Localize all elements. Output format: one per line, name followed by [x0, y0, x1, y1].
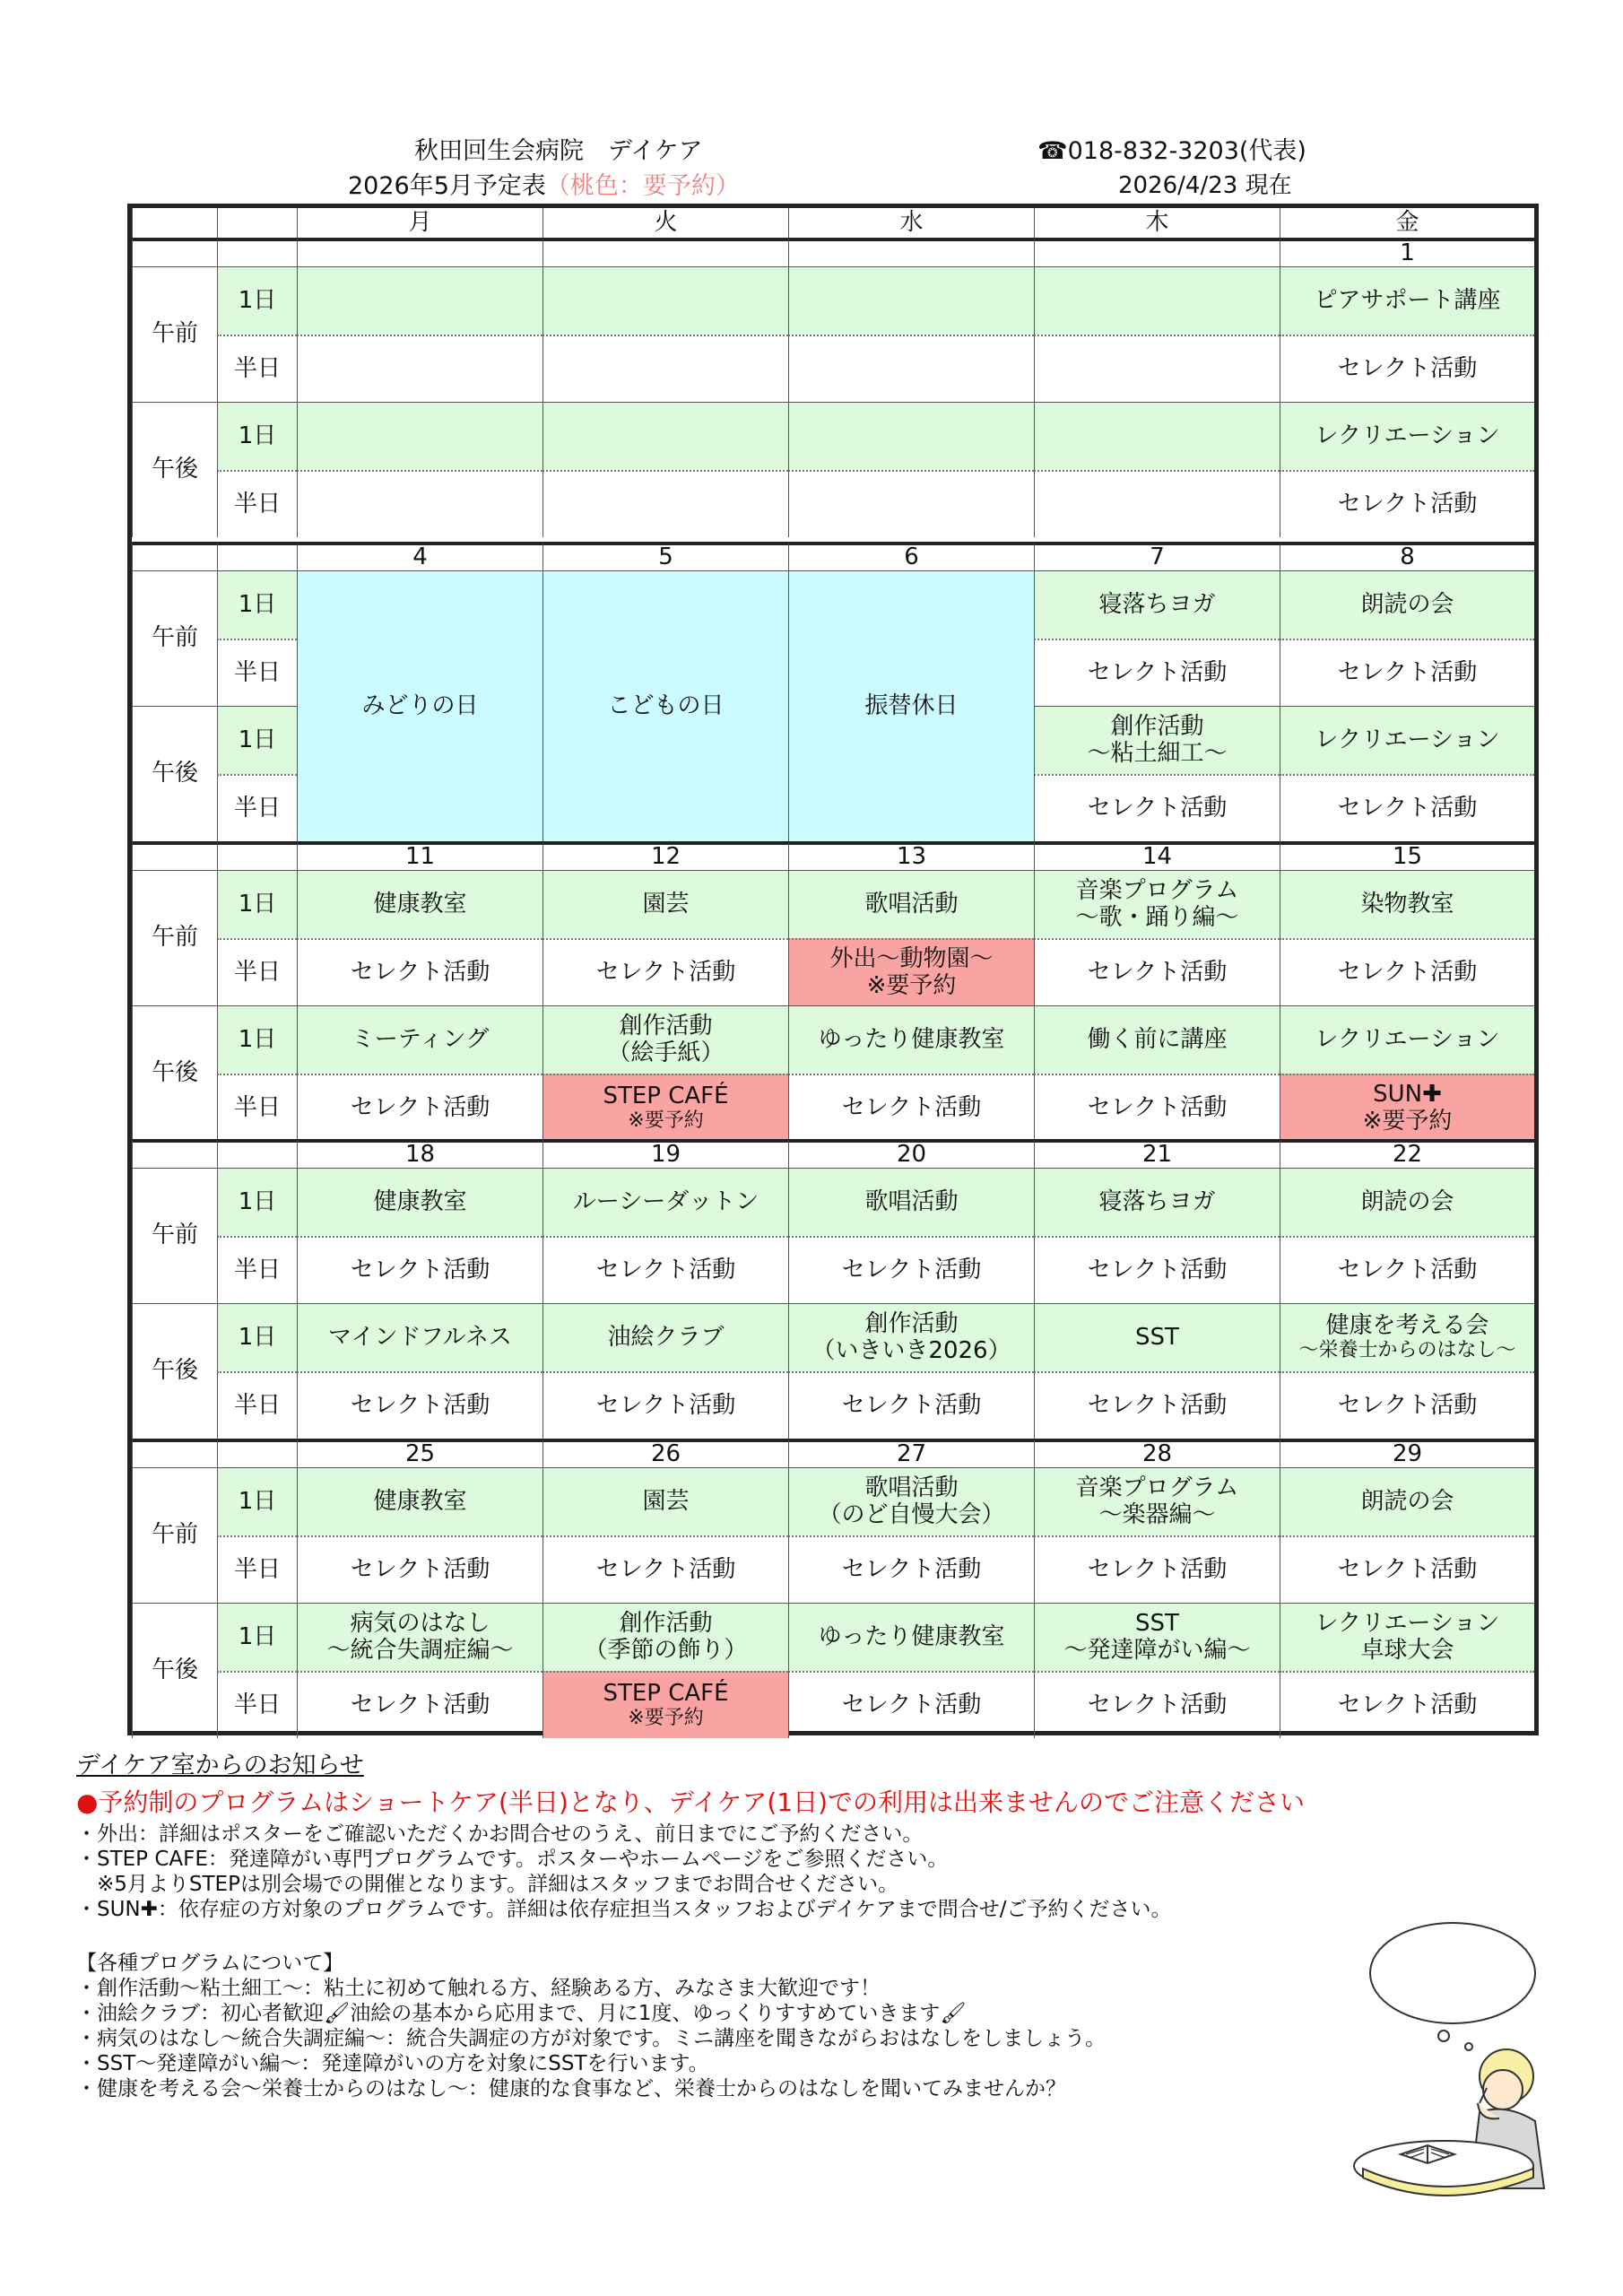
activity-cell: セレクト活動	[788, 1236, 1034, 1303]
activity-detail: （いきいき2026）	[812, 1336, 1011, 1364]
am-label: 午前	[132, 570, 217, 706]
weekday-header: 月	[297, 208, 542, 238]
activity-cell	[1280, 1603, 1534, 1671]
activity-cell: マインドフルネス	[297, 1303, 542, 1371]
empty-cell	[297, 402, 542, 470]
activity-cell: セレクト活動	[1034, 1074, 1280, 1141]
activity-cell: セレクト活動	[1280, 1371, 1534, 1439]
activity-cell: セレクト活動	[1034, 774, 1280, 841]
activity-cell: セレクト活動	[1034, 1371, 1280, 1439]
holiday-cell: みどりの日	[297, 570, 542, 841]
program-line: ・健康を考える会～栄養士からのはなし～：健康的な食事など、栄養士からのはなしを聞いてみませんか？	[76, 2077, 1066, 2100]
activity-detail: ～発達障がい編～	[1063, 1636, 1251, 1664]
schedule-grid	[132, 208, 1534, 1731]
half-day-label: 半日	[217, 1074, 297, 1141]
activity-cell: ゆったり健康教室	[788, 1603, 1034, 1671]
activity-detail: 卓球大会	[1360, 1636, 1454, 1664]
half-day-label: 半日	[217, 1535, 297, 1603]
empty-cell	[542, 470, 788, 537]
half-day-label: 半日	[217, 1236, 297, 1303]
activity-cell: セレクト活動	[1280, 1671, 1534, 1738]
notice-line: ・SUN✚：依存症の方対象のプログラムです。詳細は依存症担当スタッフおよびデイケアまで問合せ/ご予約ください。	[76, 1898, 1172, 1921]
date-cell	[297, 238, 542, 266]
activity-cell: セレクト活動	[788, 1074, 1034, 1141]
full-day-label: 1日	[217, 1467, 297, 1535]
activity-cell: セレクト活動	[297, 1371, 542, 1439]
activity-cell	[542, 1005, 788, 1074]
activity-detail: ※要予約	[628, 1706, 704, 1729]
reservation-legend: （桃色：要予約）	[545, 172, 740, 200]
activity-cell: 健康教室	[297, 870, 542, 938]
activity-cell: セレクト活動	[1034, 1535, 1280, 1603]
date-cell: 19	[542, 1139, 788, 1168]
activity-cell: セレクト活動	[1034, 938, 1280, 1005]
date-row-corner	[217, 1139, 297, 1168]
programs-title: 【各種プログラムについて】	[76, 1952, 344, 1975]
full-day-label: 1日	[217, 706, 297, 774]
activity-cell: セレクト活動	[1034, 639, 1280, 706]
activity-cell	[1034, 1603, 1280, 1671]
program-line: ・創作活動～粘土細工～：粘土に初めて触れる方、経験ある方、みなさま大歓迎です！	[76, 1977, 881, 2000]
pm-label: 午後	[132, 1005, 217, 1141]
activity-cell	[1034, 1467, 1280, 1535]
activity-cell: セレクト活動	[1280, 335, 1534, 402]
notice-line: ※5月よりSTEPは別会場での開催となります。詳細はスタッフまでお問合せください。	[76, 1873, 899, 1896]
activity-cell: 染物教室	[1280, 870, 1534, 938]
date-cell	[788, 238, 1034, 266]
activity-cell: セレクト活動	[542, 938, 788, 1005]
activity-cell: 朗読の会	[1280, 570, 1534, 639]
activity-detail: ～栄養士からのはなし～	[1298, 1338, 1516, 1361]
activity-name: SST	[1135, 1610, 1179, 1638]
activity-cell: セレクト活動	[1280, 1236, 1534, 1303]
activity-name: レクリエーション	[1315, 1610, 1500, 1638]
activity-name: STEP CAFÉ	[603, 1680, 729, 1708]
activity-cell	[788, 1467, 1034, 1535]
activity-cell	[788, 1303, 1034, 1371]
am-label: 午前	[132, 266, 217, 402]
empty-cell	[788, 470, 1034, 537]
activity-cell	[1280, 1303, 1534, 1371]
activity-detail: （絵手紙）	[607, 1039, 725, 1066]
activity-detail: ～統合失調症編～	[326, 1636, 514, 1664]
activity-detail: （のど自慢大会）	[818, 1500, 1005, 1528]
activity-cell	[542, 1074, 788, 1141]
activity-detail: （季節の飾り）	[584, 1636, 748, 1664]
date-cell: 4	[297, 542, 542, 570]
date-row-corner	[217, 238, 297, 266]
program-line: ・病気のはなし～統合失調症編～：統合失調症の方が対象です。ミニ講座を聞きながらおはなしをしましょう。	[76, 2027, 1107, 2050]
date-cell: 15	[1280, 841, 1534, 870]
date-cell: 28	[1034, 1439, 1280, 1467]
activity-detail: ※要予約	[1362, 1107, 1453, 1135]
half-day-label: 半日	[217, 774, 297, 841]
activity-detail: ～楽器編～	[1098, 1500, 1216, 1528]
reservation-alert: ●予約制のプログラムはショートケア(半日)となり、デイケア(1日)での利用は出来ませんのでご注意ください	[76, 1787, 1306, 1817]
activity-name: 創作活動	[619, 1013, 713, 1040]
date-cell: 8	[1280, 542, 1534, 570]
activity-name: 外出～動物園～	[829, 945, 994, 973]
schedule-subtitle	[348, 174, 740, 198]
activity-detail: ～粘土細工～	[1087, 739, 1228, 767]
half-day-label: 半日	[217, 938, 297, 1005]
activity-cell: SST	[1034, 1303, 1280, 1371]
activity-cell: 健康教室	[297, 1168, 542, 1236]
empty-cell	[542, 402, 788, 470]
pm-label: 午後	[132, 706, 217, 841]
date-cell: 7	[1034, 542, 1280, 570]
activity-cell: セレクト活動	[297, 938, 542, 1005]
am-label: 午前	[132, 1467, 217, 1603]
activity-cell: 働く前に講座	[1034, 1005, 1280, 1074]
activity-name: 創作活動	[864, 1310, 959, 1338]
activity-name: 創作活動	[619, 1610, 713, 1638]
full-day-label: 1日	[217, 870, 297, 938]
activity-name: 歌唱活動	[864, 1474, 959, 1502]
notice-line: ・STEP CAFE：発達障がい専門プログラムです。ポスターやホームページをご参照ください。	[76, 1848, 949, 1871]
date-cell: 1	[1280, 238, 1534, 266]
activity-cell: ルーシーダットン	[542, 1168, 788, 1236]
full-day-label: 1日	[217, 1303, 297, 1371]
empty-cell	[297, 266, 542, 335]
date-row-corner	[217, 542, 297, 570]
half-day-label: 半日	[217, 335, 297, 402]
activity-cell: セレクト活動	[1280, 1535, 1534, 1603]
am-label: 午前	[132, 1168, 217, 1303]
activity-name: 健康を考える会	[1325, 1312, 1489, 1340]
activity-cell	[542, 1603, 788, 1671]
activity-name: 創作活動	[1110, 713, 1204, 741]
activity-cell: レクリエーション	[1280, 706, 1534, 774]
pm-label: 午後	[132, 1603, 217, 1738]
activity-cell: セレクト活動	[1280, 470, 1534, 537]
full-day-label: 1日	[217, 402, 297, 470]
date-cell: 22	[1280, 1139, 1534, 1168]
activity-cell	[1280, 1074, 1534, 1141]
empty-cell	[1034, 402, 1280, 470]
weekday-header: 火	[542, 208, 788, 238]
reading-person-illustration	[1345, 1919, 1551, 2197]
date-row-corner	[132, 542, 217, 570]
activity-detail: ※要予約	[866, 971, 957, 999]
activity-cell	[297, 1603, 542, 1671]
as-of-date: 2026/4/23 現在	[1118, 172, 1292, 199]
empty-cell	[1034, 470, 1280, 537]
date-cell: 27	[788, 1439, 1034, 1467]
full-day-label: 1日	[217, 1168, 297, 1236]
phone-number: ☎018-832-3203(代表)	[1037, 137, 1306, 165]
notice-title: デイケア室からのお知らせ	[76, 1752, 364, 1779]
activity-cell: セレクト活動	[297, 1074, 542, 1141]
header-corner	[217, 208, 297, 238]
activity-name: STEP CAFÉ	[603, 1083, 729, 1110]
activity-cell: ピアサポート講座	[1280, 266, 1534, 335]
date-row-corner	[217, 841, 297, 870]
empty-cell	[542, 266, 788, 335]
date-cell	[1034, 238, 1280, 266]
am-label: 午前	[132, 870, 217, 1005]
date-cell: 6	[788, 542, 1034, 570]
program-line: ・油絵クラブ：初心者歓迎🖌油絵の基本から応用まで、月に1度、ゆっくりすすめていきます🖌	[76, 2002, 967, 2025]
activity-cell: セレクト活動	[1280, 938, 1534, 1005]
half-day-label: 半日	[217, 639, 297, 706]
activity-cell: セレクト活動	[542, 1535, 788, 1603]
weekday-header: 水	[788, 208, 1034, 238]
date-row-corner	[132, 841, 217, 870]
pm-label: 午後	[132, 1303, 217, 1439]
activity-cell	[542, 1671, 788, 1738]
page-title: 秋田回生会病院 デイケア	[414, 137, 703, 165]
activity-cell: 朗読の会	[1280, 1168, 1534, 1236]
empty-cell	[297, 470, 542, 537]
activity-cell: セレクト活動	[1034, 1236, 1280, 1303]
activity-cell: 園芸	[542, 870, 788, 938]
activity-name: 音楽プログラム	[1075, 877, 1239, 905]
program-line: ・SST～発達障がい編～：発達障がいの方を対象にSSTを行います。	[76, 2052, 709, 2075]
full-day-label: 1日	[217, 1005, 297, 1074]
date-cell: 25	[297, 1439, 542, 1467]
date-cell: 11	[297, 841, 542, 870]
date-row-corner	[132, 1439, 217, 1467]
activity-cell: 油絵クラブ	[542, 1303, 788, 1371]
date-cell: 14	[1034, 841, 1280, 870]
activity-name: 音楽プログラム	[1075, 1474, 1239, 1502]
schedule-table	[127, 204, 1539, 1735]
weekday-header: 木	[1034, 208, 1280, 238]
date-cell: 18	[297, 1139, 542, 1168]
date-cell: 21	[1034, 1139, 1280, 1168]
activity-cell: セレクト活動	[788, 1671, 1034, 1738]
date-cell: 13	[788, 841, 1034, 870]
activity-cell	[788, 938, 1034, 1005]
activity-cell: セレクト活動	[297, 1671, 542, 1738]
notice-line: ・外出：詳細はポスターをご確認いただくかお問合せのうえ、前日までにご予約ください。	[76, 1822, 924, 1846]
activity-detail: ～歌・踊り編～	[1075, 903, 1239, 931]
activity-cell: レクリエーション	[1280, 1005, 1534, 1074]
half-day-label: 半日	[217, 1371, 297, 1439]
activity-name: SUN✚	[1373, 1081, 1442, 1109]
activity-detail: ※要予約	[628, 1109, 704, 1132]
activity-cell: セレクト活動	[542, 1236, 788, 1303]
activity-cell: 朗読の会	[1280, 1467, 1534, 1535]
full-day-label: 1日	[217, 1603, 297, 1671]
date-cell: 20	[788, 1139, 1034, 1168]
empty-cell	[788, 402, 1034, 470]
activity-cell: セレクト活動	[542, 1371, 788, 1439]
half-day-label: 半日	[217, 470, 297, 537]
activity-cell: セレクト活動	[1034, 1671, 1280, 1738]
activity-cell	[1034, 870, 1280, 938]
activity-cell: ミーティング	[297, 1005, 542, 1074]
empty-cell	[788, 335, 1034, 402]
activity-cell: 歌唱活動	[788, 870, 1034, 938]
holiday-cell: 振替休日	[788, 570, 1034, 841]
activity-cell	[1034, 706, 1280, 774]
activity-cell: 寝落ちヨガ	[1034, 1168, 1280, 1236]
date-cell: 29	[1280, 1439, 1534, 1467]
full-day-label: 1日	[217, 570, 297, 639]
holiday-cell: こどもの日	[542, 570, 788, 841]
activity-cell: セレクト活動	[297, 1535, 542, 1603]
date-cell	[542, 238, 788, 266]
date-row-corner	[132, 238, 217, 266]
activity-cell: 寝落ちヨガ	[1034, 570, 1280, 639]
activity-name: 病気のはなし	[350, 1610, 490, 1638]
date-row-corner	[132, 1139, 217, 1168]
activity-cell: 歌唱活動	[788, 1168, 1034, 1236]
half-day-label: 半日	[217, 1671, 297, 1738]
activity-cell: ゆったり健康教室	[788, 1005, 1034, 1074]
date-cell: 26	[542, 1439, 788, 1467]
activity-cell: 園芸	[542, 1467, 788, 1535]
activity-cell: 健康教室	[297, 1467, 542, 1535]
date-row-corner	[217, 1439, 297, 1467]
empty-cell	[788, 266, 1034, 335]
activity-cell: セレクト活動	[1280, 774, 1534, 841]
date-cell: 5	[542, 542, 788, 570]
activity-cell: セレクト活動	[1280, 639, 1534, 706]
activity-cell: セレクト活動	[788, 1535, 1034, 1603]
activity-cell: セレクト活動	[788, 1371, 1034, 1439]
activity-cell: レクリエーション	[1280, 402, 1534, 470]
full-day-label: 1日	[217, 266, 297, 335]
schedule-month-label: 2026年5月予定表	[348, 172, 546, 200]
pm-label: 午後	[132, 402, 217, 537]
date-cell: 12	[542, 841, 788, 870]
empty-cell	[1034, 335, 1280, 402]
empty-cell	[542, 335, 788, 402]
empty-cell	[297, 335, 542, 402]
empty-cell	[1034, 266, 1280, 335]
weekday-header: 金	[1280, 208, 1534, 238]
activity-cell: セレクト活動	[297, 1236, 542, 1303]
header-corner	[132, 208, 217, 238]
